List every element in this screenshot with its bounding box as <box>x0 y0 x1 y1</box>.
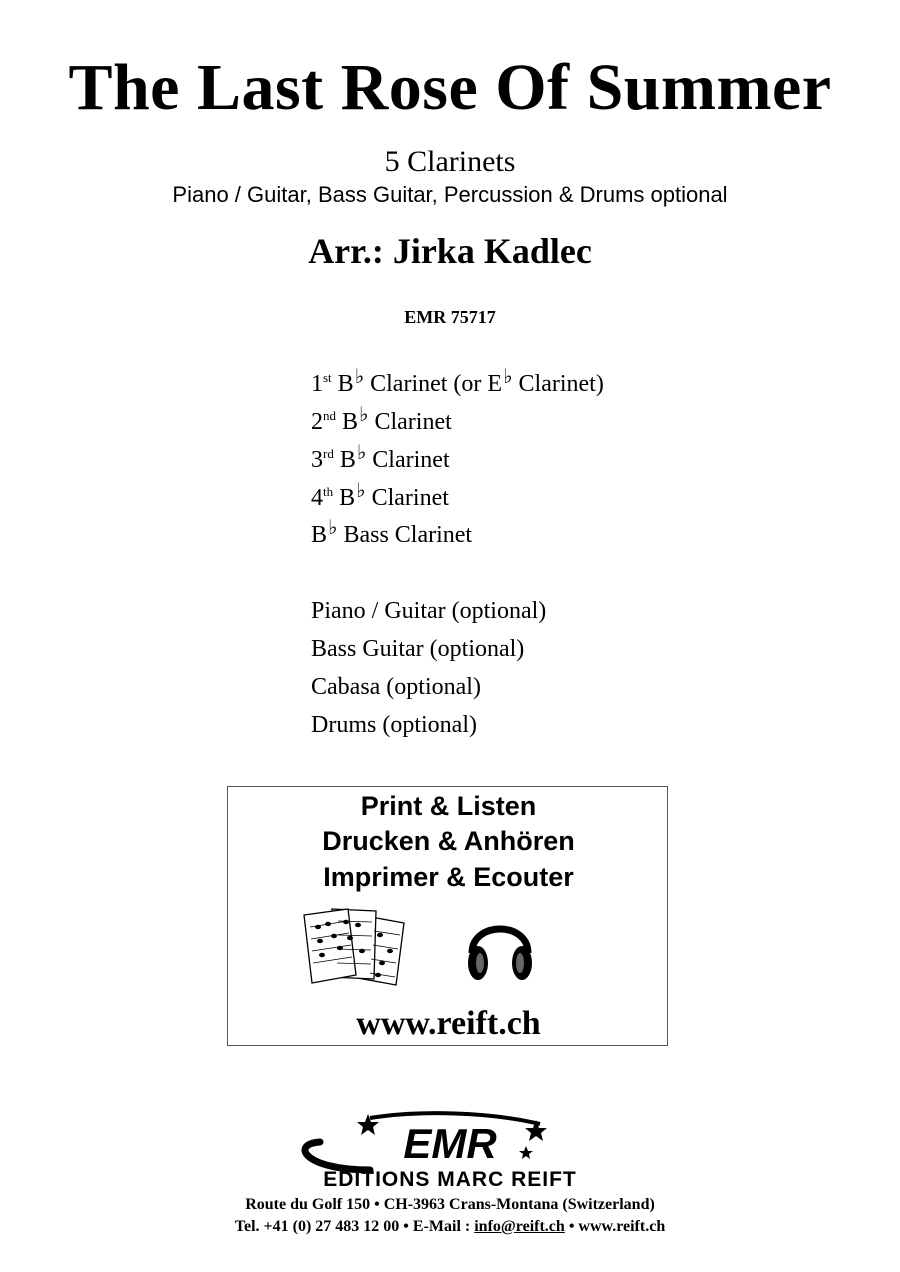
headphones-icon <box>464 907 536 985</box>
publisher-name: EDITIONS MARC REIFT <box>323 1168 577 1191</box>
part-clarinet-2 <box>311 404 452 437</box>
promo-line-german: Drucken & Anhören <box>322 826 575 856</box>
logo-text: EMR <box>403 1120 497 1167</box>
flat-icon: ♭ <box>359 404 369 426</box>
optional-part-bass-guitar: Bass Guitar (optional) <box>311 636 525 662</box>
part-ordinal: nd <box>323 408 336 423</box>
part-key: B <box>337 371 354 397</box>
part-key: B <box>339 447 356 473</box>
flat-icon: ♭ <box>354 366 365 388</box>
part-number: 1 <box>311 371 323 397</box>
part-text: Clarinet <box>366 447 450 473</box>
part-text: Bass Clarinet <box>337 522 473 548</box>
part-text: Clarinet <box>365 485 449 511</box>
page-title: The Last Rose Of Summer <box>68 51 832 124</box>
promo-line-french: Imprimer & Ecouter <box>323 862 574 892</box>
part-key: B <box>339 485 356 511</box>
flat-icon: ♭ <box>328 517 338 539</box>
part-ordinal: st <box>323 370 332 385</box>
part-key: B <box>311 522 328 548</box>
promo-line-english: Print & Listen <box>360 791 537 821</box>
part-number: 4 <box>311 485 323 511</box>
catalog-number: EMR 75717 <box>404 307 496 327</box>
subtitle: 5 Clarinets <box>384 145 516 178</box>
optional-part-drums: Drums (optional) <box>311 712 477 738</box>
part-text: Clarinet (or E <box>364 371 503 397</box>
part-number: 2 <box>311 409 323 435</box>
flat-icon: ♭ <box>356 480 366 502</box>
optional-part-piano-guitar: Piano / Guitar (optional) <box>311 598 547 624</box>
part-ordinal: th <box>323 484 334 499</box>
email-link[interactable]: info@reift.ch <box>474 1218 565 1235</box>
publisher-address: Route du Golf 150 • CH-3963 Crans-Montana (Switzerland) <box>245 1196 655 1213</box>
part-clarinet-4 <box>311 480 449 513</box>
contact-website: • www.reift.ch <box>564 1218 666 1235</box>
flat-icon: ♭ <box>356 442 367 464</box>
part-ordinal: rd <box>323 446 334 461</box>
arranger: Arr.: Jirka Kadlec <box>308 231 592 271</box>
part-key: B <box>342 409 359 435</box>
part-text: Clarinet) <box>512 371 604 397</box>
contact-phone: Tel. +41 (0) 27 483 12 00 • E-Mail : <box>234 1218 475 1235</box>
publisher-contact <box>0 1218 900 1236</box>
part-clarinet-1 <box>311 366 604 399</box>
sheet-music-icon <box>300 905 412 991</box>
optional-part-cabasa: Cabasa (optional) <box>311 674 481 700</box>
part-number: 3 <box>311 447 323 473</box>
part-bass-clarinet <box>311 517 473 550</box>
promo-url[interactable]: www.reift.ch <box>356 1005 541 1042</box>
part-clarinet-3 <box>311 442 450 475</box>
print-listen-box <box>227 786 668 1046</box>
part-text: Clarinet <box>368 409 452 435</box>
flat-icon: ♭ <box>503 366 513 388</box>
instrumentation-line: Piano / Guitar, Bass Guitar, Percussion & Drums optional <box>172 182 728 207</box>
